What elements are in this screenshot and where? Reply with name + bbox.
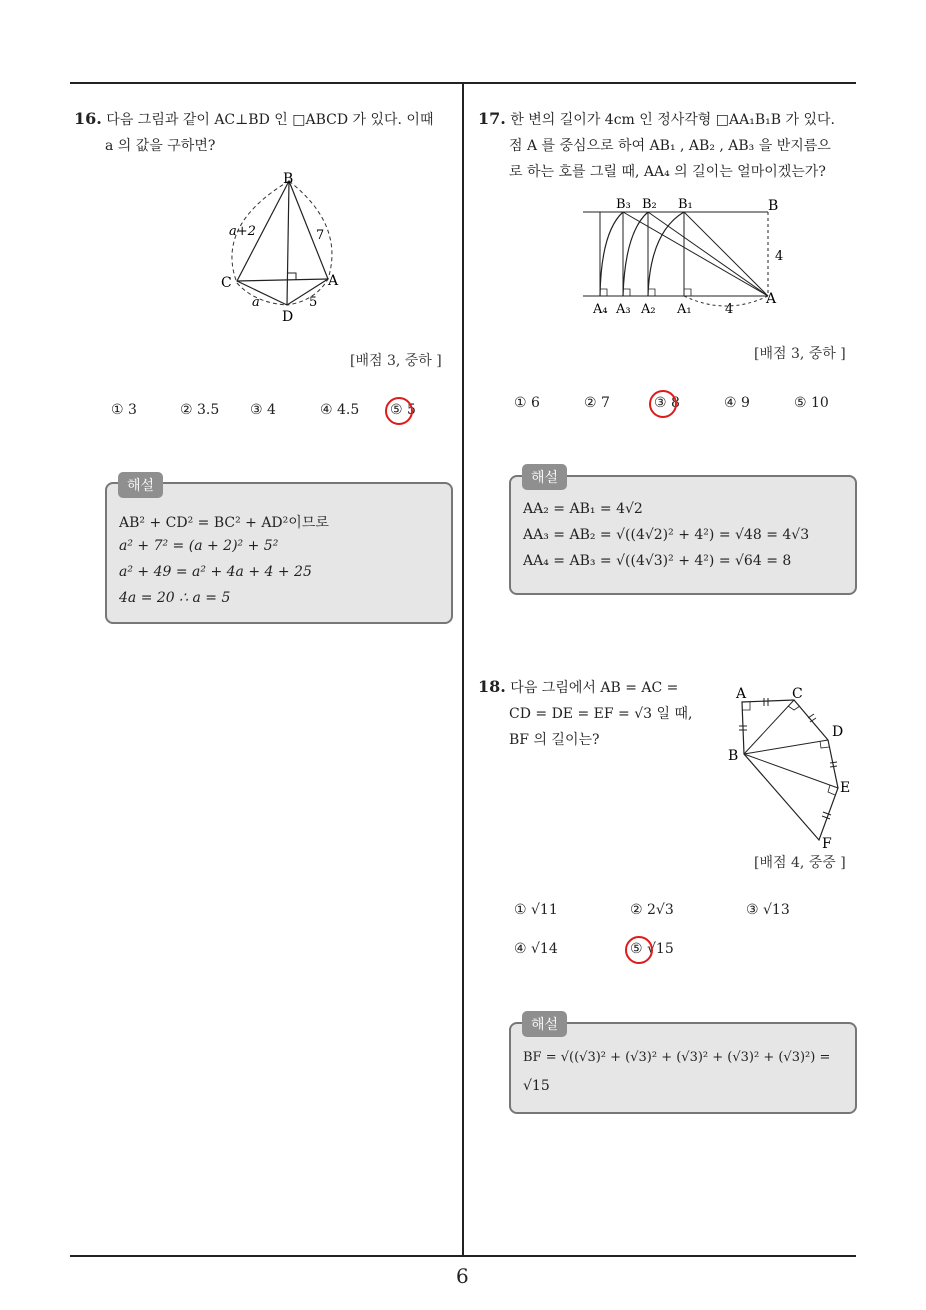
q18-solution-tab: 해설 bbox=[522, 1011, 567, 1037]
q16-solution-line-4: 4a = 20 ∴ a = 5 bbox=[119, 590, 231, 606]
q16-label-a-small: a bbox=[252, 295, 260, 310]
q18-tick-ef-1 bbox=[823, 812, 831, 815]
q17-line1: 한 변의 길이가 4cm 인 정사각형 □AA₁B₁B 가 있다. bbox=[510, 112, 835, 128]
q18-tick-de-1 bbox=[830, 762, 837, 763]
q17-label-b2: B₂ bbox=[642, 197, 657, 212]
q16-dashed-arc-left bbox=[232, 181, 289, 305]
q16-label-d: D bbox=[282, 309, 294, 325]
q18-figure bbox=[722, 680, 862, 855]
q16-number: 16. bbox=[74, 109, 102, 128]
q17-right-angle-2 bbox=[648, 289, 655, 296]
q16-label-a: A bbox=[328, 273, 339, 289]
q18-segment-bc bbox=[744, 700, 794, 754]
q18-choice-4[interactable]: ④ √14 bbox=[514, 941, 558, 957]
q18-score: [배점 4, 중중 ] bbox=[754, 855, 846, 871]
q16-diagonal-ac bbox=[237, 279, 328, 281]
q17-right-angle-3 bbox=[623, 289, 630, 296]
q18-choice-3[interactable]: ③ √13 bbox=[746, 902, 790, 918]
q17-line2: 점 A 를 중심으로 하여 AB₁ , AB₂ , AB₃ 을 반지름으 bbox=[509, 138, 831, 154]
q17-solution-line-1: AA₂ = AB₁ = 4√2 bbox=[523, 501, 643, 517]
q18-segment-bd bbox=[744, 740, 828, 754]
q18-tick-cd-1 bbox=[808, 714, 814, 718]
q16-figure bbox=[215, 165, 355, 325]
q17-choice-2[interactable]: ② 7 bbox=[584, 395, 610, 411]
q18-label-f: F bbox=[822, 836, 832, 852]
q16-label-c: C bbox=[221, 275, 232, 291]
q18-label-d: D bbox=[832, 724, 844, 740]
q16-answer-circle bbox=[385, 397, 413, 425]
q17-label-a4: A₄ bbox=[593, 302, 608, 317]
q17-label-b1: B₁ bbox=[678, 197, 693, 212]
q16-label-b: B bbox=[283, 171, 294, 187]
q18-tick-de-2 bbox=[830, 766, 837, 767]
q18-right-angle-d bbox=[820, 741, 829, 748]
q18-answer-circle bbox=[625, 936, 653, 964]
q17-arc-b3 bbox=[600, 212, 623, 296]
q18-choice-5[interactable]: ⑤ √15 bbox=[630, 941, 674, 957]
q18-label-c: C bbox=[792, 686, 803, 702]
q16-choice-2[interactable]: ② 3.5 bbox=[180, 402, 220, 418]
q18-solution-line-1: BF = √((√3)² + (√3)² + (√3)² + (√3)² + (√3)²) = bbox=[523, 1050, 831, 1065]
q17-right-angle-4 bbox=[600, 289, 607, 296]
q16-solution-line-3: a² + 49 = a² + 4a + 4 + 25 bbox=[119, 564, 312, 580]
q17-choice-4[interactable]: ④ 9 bbox=[724, 395, 750, 411]
q16-quadrilateral bbox=[237, 181, 328, 305]
q16-label-five: 5 bbox=[309, 295, 318, 310]
q17-label-a1: A₁ bbox=[677, 302, 692, 317]
q17-choice-1[interactable]: ① 6 bbox=[514, 395, 540, 411]
q16-solution-line-1: AB² + CD² = BC² + AD²이므로 bbox=[119, 515, 329, 531]
q17-diagonal-ab2 bbox=[648, 212, 768, 296]
q17-solution-tab: 해설 bbox=[522, 464, 567, 490]
q16-choice-5[interactable]: ⑤ 5 bbox=[390, 402, 416, 418]
q18-number: 18. bbox=[478, 677, 506, 696]
q16-solution-box bbox=[105, 482, 453, 624]
q18-line1: 다음 그림에서 AB = AC = bbox=[510, 680, 679, 696]
q17-line3: 로 하는 호를 그릴 때, AA₄ 의 길이는 얼마이겠는가? bbox=[509, 164, 826, 180]
q17-answer-circle bbox=[649, 390, 677, 418]
column-divider bbox=[462, 82, 464, 1256]
q16-label-a-plus-2: a+2 bbox=[229, 224, 256, 239]
q18-right-angle-c bbox=[788, 706, 800, 710]
q16-label-seven: 7 bbox=[316, 228, 325, 243]
q17-label-a2: A₂ bbox=[641, 302, 656, 317]
q18-label-b: B bbox=[728, 748, 739, 764]
q16-choice-4[interactable]: ④ 4.5 bbox=[320, 402, 360, 418]
q18-line2: CD = DE = EF = √3 일 때, bbox=[509, 706, 693, 722]
q17-right-angle-1 bbox=[684, 289, 691, 296]
q17-solution-line-3: AA₄ = AB₃ = √((4√3)² + 4²) = √64 = 8 bbox=[523, 553, 792, 569]
q16-solution-tab: 해설 bbox=[118, 472, 163, 498]
q17-label-four-horizontal: 4 bbox=[725, 302, 734, 317]
q18-line3: BF 의 길이는? bbox=[509, 732, 600, 748]
q17-diagonal-ab3 bbox=[623, 212, 768, 296]
q16-diagonal-bd bbox=[287, 181, 289, 305]
q17-score: [배점 3, 중하 ] bbox=[754, 346, 846, 362]
q16-text bbox=[74, 106, 433, 159]
q16-right-angle-mark bbox=[288, 273, 296, 280]
q18-solution-line-2: √15 bbox=[523, 1078, 550, 1094]
q17-label-b: B bbox=[768, 198, 779, 214]
q16-score: [배점 3, 중하 ] bbox=[350, 353, 442, 369]
q16-choice-1[interactable]: ① 3 bbox=[111, 402, 137, 418]
q17-label-a: A bbox=[766, 291, 777, 307]
q17-number: 17. bbox=[478, 109, 506, 128]
q17-solution-line-2: AA₃ = AB₂ = √((4√2)² + 4²) = √48 = 4√3 bbox=[523, 527, 810, 543]
q17-choice-3[interactable]: ③ 8 bbox=[654, 395, 680, 411]
q18-tick-ef-2 bbox=[822, 816, 830, 819]
q18-right-angle-a bbox=[742, 702, 750, 710]
q18-text bbox=[478, 674, 692, 753]
q18-polygon bbox=[742, 700, 838, 840]
q16-choice-3[interactable]: ③ 4 bbox=[250, 402, 276, 418]
q16-line1: 다음 그림과 같이 AC⊥BD 인 □ABCD 가 있다. 이때 bbox=[106, 112, 434, 128]
q16-dashed-arc-right bbox=[287, 181, 332, 305]
bottom-rule bbox=[70, 1255, 856, 1257]
q18-choice-2[interactable]: ② 2√3 bbox=[630, 902, 674, 918]
q18-label-e: E bbox=[840, 780, 851, 796]
q16-solution-line-2: a² + 7² = (a + 2)² + 5² bbox=[119, 538, 279, 554]
q17-label-b3: B₃ bbox=[616, 197, 631, 212]
q17-figure bbox=[578, 192, 788, 322]
q17-solution-box bbox=[509, 475, 857, 595]
q17-label-a3: A₃ bbox=[616, 302, 631, 317]
q17-label-four-vertical: 4 bbox=[775, 249, 784, 264]
q17-diagonal-ab1 bbox=[684, 212, 768, 296]
q16-line2: a 의 값을 구하면? bbox=[105, 138, 216, 154]
q18-label-a: A bbox=[736, 686, 747, 702]
q17-choice-5[interactable]: ⑤ 10 bbox=[794, 395, 829, 411]
page-number: 6 bbox=[456, 1264, 469, 1288]
q17-text bbox=[478, 106, 835, 185]
q18-choice-1[interactable]: ① √11 bbox=[514, 902, 558, 918]
